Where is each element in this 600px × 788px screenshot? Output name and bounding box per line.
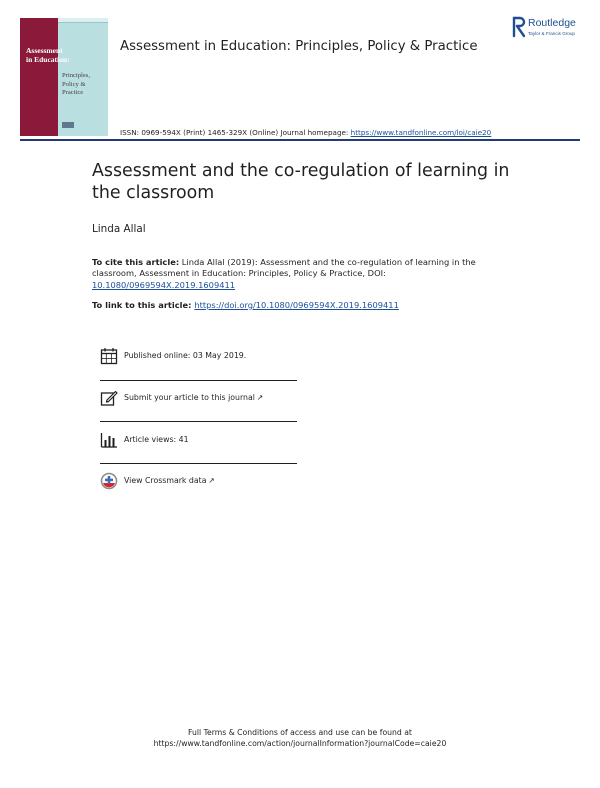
cover-subtitle: [62, 72, 106, 98]
cover-title-line: Assessment: [26, 46, 63, 55]
crossmark-row[interactable]: [100, 472, 297, 502]
header-divider: [20, 139, 580, 141]
cover-top-rule: [58, 18, 108, 23]
info-divider: [100, 463, 297, 464]
footer: [0, 727, 600, 749]
cite-label: To cite this article:: [92, 257, 180, 267]
submit-article-text: Submit your article to this journal: [124, 393, 255, 402]
article-doi-link[interactable]: https://doi.org/10.1080/0969594X.2019.1609411: [194, 300, 399, 310]
issn-text: ISSN: 0969-594X (Print) 1465-329X (Online) Journal homepage:: [120, 128, 351, 137]
link-label: To link to this article:: [92, 300, 195, 310]
journal-homepage-link[interactable]: https://www.tandfonline.com/loi/caie20: [350, 128, 492, 137]
cover-title: [26, 46, 106, 64]
crossmark-link[interactable]: [124, 476, 215, 485]
info-divider: [100, 380, 297, 381]
article-title: Assessment and the co-regulation of learning in the classroom: [92, 161, 510, 203]
citation-block: [92, 257, 482, 291]
submit-article-link[interactable]: [124, 393, 263, 402]
article-views-row: [100, 431, 297, 461]
article-link-row: [92, 300, 399, 310]
journal-cover: [20, 18, 108, 136]
cite-text: Linda Allal (2019): Assessment and the co-regulation of learning in the classroom, Assessment in Education: Principles, Policy & Practice, DOI:: [92, 257, 476, 279]
cite-doi-link[interactable]: 10.1080/0969594X.2019.1609411: [92, 279, 236, 290]
cover-logo-icon: [62, 122, 74, 128]
edit-icon: [100, 389, 118, 407]
journal-title: Assessment in Education: Principles, Policy & Practice: [120, 39, 478, 54]
crossmark-text: View Crossmark data: [124, 476, 207, 485]
published-online-text: Published online: 03 May 2019.: [124, 351, 247, 360]
cover-subtitle-line: Policy &: [62, 80, 86, 88]
submit-article-row[interactable]: [100, 389, 297, 419]
publisher-logo[interactable]: [512, 16, 588, 40]
calendar-icon: [100, 347, 118, 365]
external-link-icon: ↗: [208, 476, 215, 485]
publisher-tagline: Taylor & Francis Group: [528, 31, 575, 36]
issn-line: [120, 128, 491, 137]
footer-terms-text: Full Terms & Conditions of access and use can be found at: [188, 728, 412, 737]
published-online-row: [100, 347, 297, 377]
bar-chart-icon: [100, 431, 118, 449]
routledge-icon: [512, 16, 526, 38]
footer-terms-link[interactable]: https://www.tandfonline.com/action/journalInformation?journalCode=caie20: [153, 739, 447, 748]
cover-title-line: in Education:: [26, 55, 70, 64]
article-author: Linda Allal: [92, 223, 146, 235]
external-link-icon: ↗: [256, 393, 264, 402]
publisher-name: Routledge: [528, 17, 576, 29]
article-views-text: Article views: 41: [124, 435, 189, 444]
crossmark-icon: [100, 472, 118, 490]
info-divider: [100, 421, 297, 422]
cover-subtitle-line: Practice: [62, 89, 84, 96]
cover-subtitle-line: Principles,: [62, 72, 91, 79]
